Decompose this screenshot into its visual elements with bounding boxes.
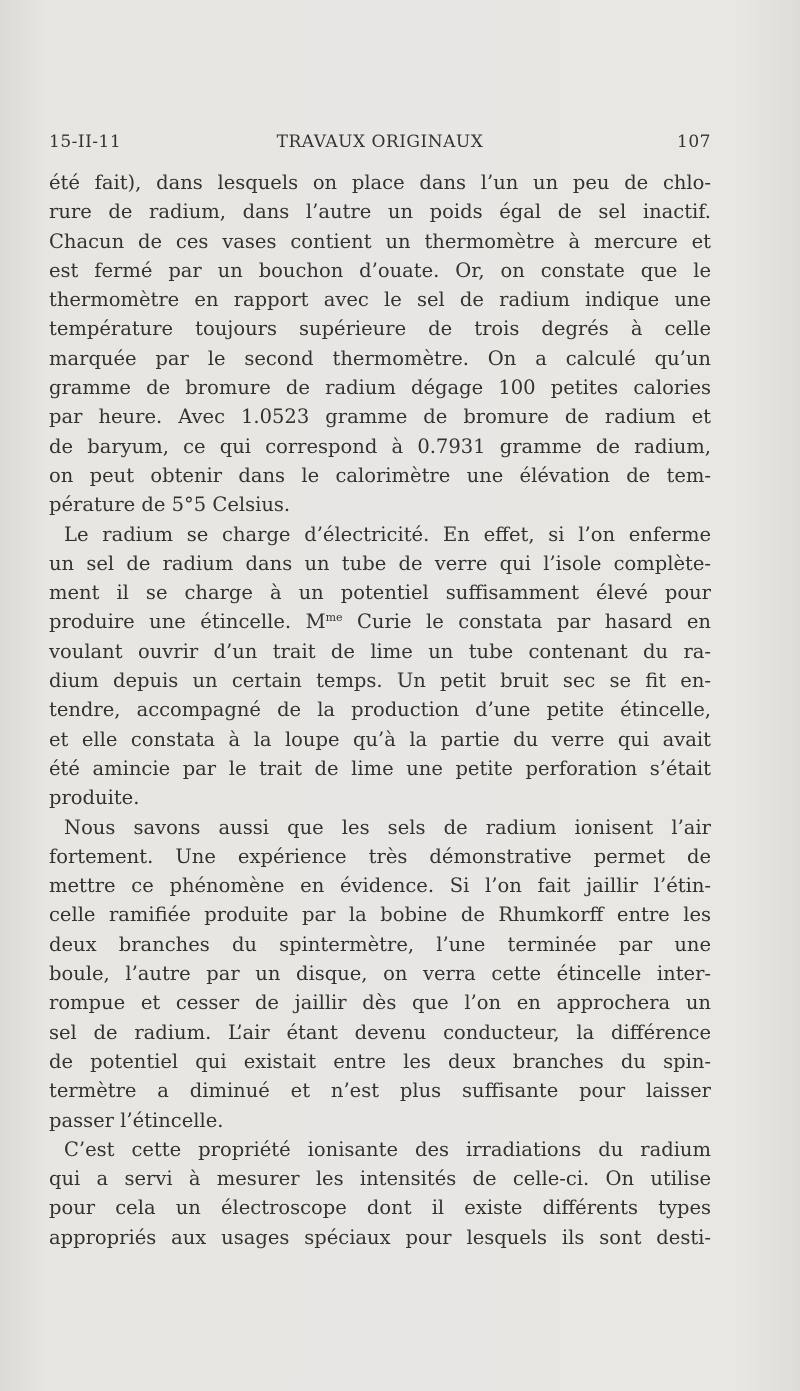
page-date: 15-II-11 [49,132,122,152]
text-line: par heure. Avec 1.0523 gramme de bromure de radium et [49,405,711,429]
text-line: appropriés aux usages spéciaux pour lesquels ils sont desti- [49,1225,711,1249]
text-line: température toujours supérieure de trois degrés à celle [49,317,711,341]
text-line: ment il se charge à un potentiel suffisamment élevé pour [49,581,711,605]
text-line: C’est cette propriété ionisante des irradiations du radium [64,1137,711,1161]
text-line: rompue et cesser de jaillir dès que l’on en approchera un [49,991,711,1015]
text-line: boule, l’autre par un disque, on verra cette étincelle inter- [49,962,711,986]
text-line: thermomètre en rapport avec le sel de radium indique une [49,288,711,312]
text-line: sel de radium. L’air étant devenu conducteur, la différence [49,1020,711,1044]
text-line: celle ramifiée produite par la bobine de Rhumkorff entre les [49,903,711,927]
text-line: tendre, accompagné de la production d’une petite étincelle, [49,698,711,722]
text-line: et elle constata à la loupe qu’à la partie du verre qui avait [49,727,711,751]
section-title: TRAVAUX ORIGINAUX [276,132,484,152]
body-text [49,168,711,1252]
text-line: pérature de 5°5 Celsius. [49,493,291,517]
text-line: marquée par le second thermomètre. On a calculé qu’un [49,346,711,370]
text-line-with-abbreviation [49,607,711,636]
text-line: voulant ouvrir d’un trait de lime un tube contenant du ra- [49,639,711,663]
text-line: été amincie par le trait de lime une petite perforation s’était [49,756,711,780]
text-line: Le radium se charge d’électricité. En effet, si l’on enferme [64,522,711,546]
text-line: passer l’étincelle. [49,1108,224,1132]
text-line: gramme de bromure de radium dégage 100 petites calories [49,376,711,400]
text-line: mettre ce phénomène en évidence. Si l’on fait jaillir l’étin- [49,874,711,898]
text-line: été fait), dans lesquels on place dans l’un un peu de chlo- [49,171,711,194]
text-line: fortement. Une expérience très démonstrative permet de [49,844,711,868]
text-line: Nous savons aussi que les sels de radium ionisent l’air [64,815,711,839]
text-line: de baryum, ce qui correspond à 0.7931 gramme de radium, [49,434,711,458]
text-line: de potentiel qui existait entre les deux branches du spin- [49,1049,711,1073]
text-line: qui a servi à mesurer les intensités de celle-ci. On utilise [49,1167,711,1191]
running-head [49,132,711,156]
text-line: rure de radium, dans l’autre un poids égal de sel inactif. [49,200,711,224]
text-line: dium depuis un certain temps. Un petit bruit sec se fit en- [49,669,711,693]
abbrev-base: M [305,610,326,634]
page-number: 107 [677,132,711,152]
abbrev-superscript: me [325,611,343,625]
text-line: est fermé par un bouchon d’ouate. Or, on constate que le [49,258,711,282]
text-line: Chacun de ces vases contient un thermomètre à mercure et [49,229,711,253]
text-run: produire une étincelle. [49,610,292,634]
text-line: deux branches du spintermètre, l’une terminée par une [49,932,711,956]
text-run: Curie le constata par hasard en [356,610,711,634]
text-line: produite. [49,786,140,810]
text-line: termètre a diminué et n’est plus suffisante pour laisser [49,1079,711,1103]
text-line: on peut obtenir dans le calorimètre une élévation de tem- [49,463,711,487]
text-line: un sel de radium dans un tube de verre qui l’isole complète- [49,551,711,575]
text-line: pour cela un électroscope dont il existe différents types [49,1196,711,1220]
